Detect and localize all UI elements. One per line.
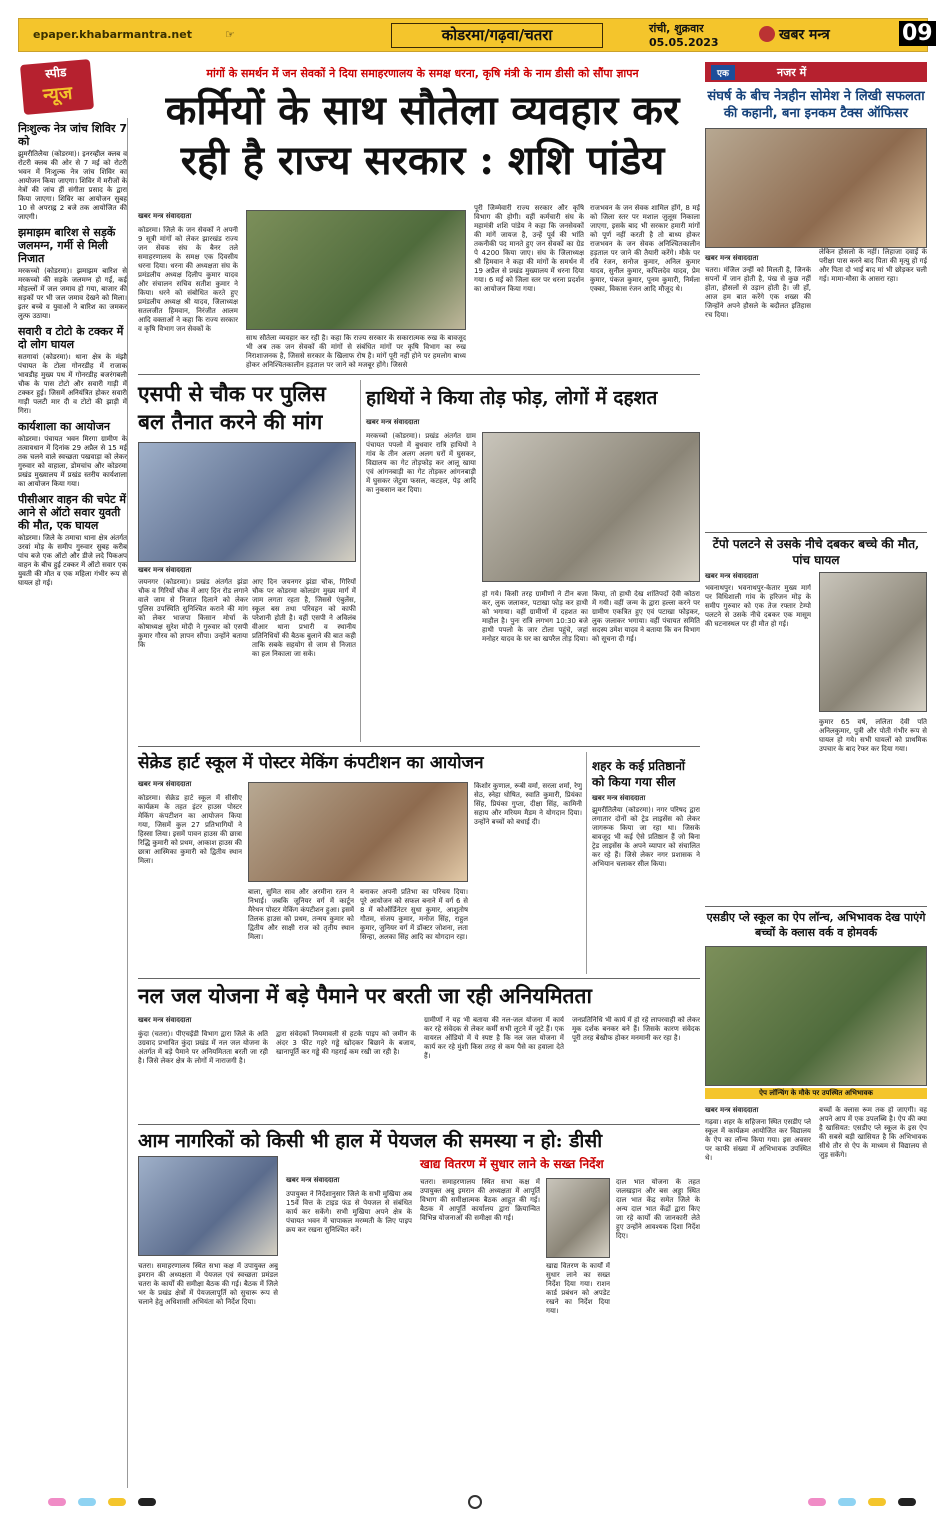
tempo-body-col1: भवनाथपुर। भवनाथपुर-केतार मुख्य मार्ग पर विधिशाली गांव के हरिजन मोड़ के समीप गुरुवार को एक तेज रफ्तार टेम्पो पलटने से उसके नीचे दबकर एक मासूम की घटनास्थल पर ही मौत हो गई। [705,584,811,628]
dharna-photo [246,210,466,330]
app-launch-byline: खबर मन्त्र संवाददाता [705,1106,759,1114]
water-headline: नल जल योजना में बड़े पैमाने पर बरती जा रही अनियमितता [138,983,592,1008]
sp-byline: खबर मन्त्र संवाददाता [138,566,192,574]
elephant-body-col3: किया, तो हाथी देख शांतिपदों देवी कोठरा में गयी। वहीं जन्म के द्वारा हल्ला करने पर ग्रामीण एकत्रित हुए एवं पटाखा फोड़कर, लुक जलाकर भगाया। वहीं पंचायत समिति सदस्य उमेश यादव ने बताया कि वन विभाग को सूचना दी गई। [592,590,700,643]
divider [586,752,587,974]
water-body-col2: द्वारा संवेदकों नियमावली से हटके पाइप को जमीन के अंदर 3 फीट गहरे गड्ढे खोदकर बिछाने के बजाय, खानापूर्ति कर गड्ढे की गहराई कम रखी जा रही है। [276,1030,416,1056]
seal-body: झुमरीतिलैया (कोडरमा)। नगर परिषद द्वारा लगातार दोनों को ट्रेड लाइसेंस को लेकर जागरूक किया जा रहा था। जिसके बावजूद भी कई ऐसे प्रतिष्ठान हैं जो बिना ट्रेड लाइसेंस के अपने व्यापार को संचालित कर रहे हैं। जिसे लेकर नगर प्रशासक ने अभियान चलाकर सील किया। [592,806,700,868]
brief-headline: पीसीआर वाहन की चपेट में आने से ऑटो सवार युवती की मौत, एक घायल [18,493,127,532]
water-byline: खबर मन्त्र संवाददाता [138,1016,192,1024]
dc-headline: आम नागरिकों को किसी भी हाल में पेयजल की समस्या न हो: डीसी [138,1130,603,1152]
tempo-byline: खबर मन्त्र संवाददाता [705,572,759,580]
divider [705,906,927,907]
dc-subhead: खाद्य वितरण में सुधार लाने के सख्त निर्देश [420,1157,604,1171]
registration-dot [838,1498,856,1506]
app-launch-caption: ऐप लॉन्चिंग के मौके पर उपस्थित अभिभावक [705,1088,927,1099]
poster-body-col2: बाला, सुमित साव और अरमीना रतन ने निभाई। जबकि जूनियर वर्ग में कार्टून मैरेथन पोस्टर मेकिंग कंपटीशन हुआ। इसमें तिलक हाउस को प्रथम, तन्मय कुमार को द्वितीय और साक्षी राज को तृतीय स्थान मिला। [248,888,354,941]
sp-body-col2: आए दिन जयनगर झंडा चौक, गिरियों चौक पर कोडरमा कोलडंग मुख्य मार्ग में जाम लगता रहता है, जिससे एंबुलेंस, स्कूल बस तथा परिवहन को काफी परेशानी होती है। वहीं एसपी ने अविलंब वीआर थाना प्रभारी व स्थानीय प्रतिनिधियों की बैठक बुलाने की बात कही ताकि सबके सहयोग से जाम से निजात का हल निकाला जा सके। [252,578,356,658]
ek-text: नजर में [777,66,807,79]
dc-byline: खबर मन्त्र संवाददाता [286,1176,340,1184]
elephant-byline: खबर मन्त्र संवाददाता [366,418,420,426]
seal-byline: खबर मन्त्र संवाददाता [592,794,646,802]
registration-dot [898,1498,916,1506]
poster-body-col1: कोडरमा। सेक्रेड हार्ट स्कूल में सीसीए कार्यक्रम के तहत इंटर हाउस पोस्टर मेकिंग कंपटीशन का आयोजन किया गया, जिसमें कुल 27 प्रतिभागियों ने हिस्सा लिया। इसमें पावन हाउस की छात्रा रिद्धि कुमारी को प्रथम, आकाश हाउस की छात्रा आस्मिका कुमारी को द्वितीय स्थान मिला। [138,794,242,865]
lead-byline: खबर मन्त्र संवाददाता [138,212,192,220]
dc-body-col3: चतरा। समाहरणालय स्थित सभा कक्ष में उपायुक्त अबु इमरान की अध्यक्षता में आपूर्ति विभाग की समीक्षात्मक बैठक आहूत की गई। बैठक में आपूर्ति कार्यालय द्वारा क्रियान्वित विभिन्न योजनाओं की समीक्षा की गई। [420,1178,540,1222]
ek-badge: एक [711,65,735,80]
divider [705,532,927,533]
brand-logo-icon [759,26,775,42]
brief-body: कोडरमा। जिले के तमाचा थाना क्षेत्र अंतर्गत उरवां मोड़ के समीप गुरुवार सुबह करीब पांच बजे एक ऑटो और डीजे लदे पिकअप वाहन के बीच हुई टक्कर में ऑटो सवार एक युवती की मौत व एक महिला गंभीर रूप से घायल हो गई। [18,534,127,587]
dc-body-col1: चतरा। समाहरणालय स्थित सभा कक्ष में उपायुक्त अबु इमरान की अध्यक्षता में पेयजल एवं स्वच्छता प्रमंडल चतरा के कार्यों की समीक्षा बैठक की गई। बैठक में जिले भर के प्रखंड क्षेत्रों में पेयजलापूर्ति को सुचारू रूप से चलाने हेतु अधिशासी अभियंता को निर्देश दिया। [138,1262,278,1306]
registration-dot [808,1498,826,1506]
divider [138,978,700,979]
speed-news-line1: स्पीड [44,65,67,81]
seal-headline: शहर के कई प्रतिष्ठानों को किया गया सील [592,759,686,789]
divider [138,374,700,375]
app-launch-body-col2: बच्चों के क्लास रूम तक हो जाएगी। वह अपने आप में एक उपलब्धि है। ऐप की क्या है खासियत: एसडीए प्ले स्कूल के इस ऐप की सबसे बड़ी खासियत है कि अभिभावक सीधे तौर से ऐप के माध्यम से विद्यालय से जुड़ सकेंगे। [819,1106,927,1159]
elephant-damage-photo [482,432,700,582]
lead-headline: कर्मियों के साथ सौतेला व्यवहार कर रही है राज्य सरकार : शशि पांडेय [165,87,680,184]
somesh-body-col2: लेकिन हौसलो के नहीं। लिहाजा दवाईं के परीक्षा पास करने बाद पिता की मृत्यु हो गई और पिता दो भाई बाद मां भी छोड़कर चली गई। मामा-मौसा के आसरा रहा। [819,248,927,283]
dc-body-col5: दाल भात योजना के तहत जलखड़ान और बस अड्डा स्थित दाल भात केंद्र समेत जिले के अन्य दाल भात केंद्रों द्वारा किए जा रहे कार्यों की जानकारी लेते हुए उन्होंने आवश्यक दिशा निर्देश दिए। [616,1178,700,1240]
elephant-headline: हाथियों ने किया तोड़ फोड़, लोगों में दहशत [366,387,658,409]
section-title: कोडरमा/गढ़वा/चतरा [391,23,603,48]
registration-dot [48,1498,66,1506]
brief-headline: कार्यशाला का आयोजन [18,420,111,433]
registration-dot [138,1498,156,1506]
water-body-col3: ग्रामीणों ने यह भी बताया की नल-जल योजना में कार्य कर रहे संवेदक से लेकर कर्मी सभी लूटने में जुटे हैं। एक वायरल ऑडियो में ये स्पष्ट है कि नल जल योजना में कार्य कर रहे मुंशी किस तरह से कम पैसे का हवाला देते हैं। [424,1016,564,1060]
somesh-body-col1: चतरा। मंजिल उन्हीं को मिलती है, जिनके सपनों में जान होती है, पंख से कुछ नहीं होता, हौसलों से उड़ान होती है। जी हाँ, आज हम बात करेंगे एक शख्स की जिन्होंने अपने हौसले के बदौलत इतिहास रच दिया। [705,266,811,319]
page-number: 09 [899,21,936,46]
sp-headline: एसपी से चौक पर पुलिस बल तैनात करने की मांग [138,381,326,434]
poster-students-photo [248,782,468,882]
poster-byline: खबर मन्त्र संवाददाता [138,780,192,788]
lead-body-col2: साथ सौतेला व्यवहार कर रही है। कहा कि राज्य सरकार के सकारात्मक रुख के बावजूद भी अब तक जन सेवकों की मांगों से संबंधित मांगों पर कृषि विभाग का रुख निराशाजनक है, जिससे सरकार के खिलाफ रोष है। मांगें पूरी नहीं होने पर हमलोग बाध्य होकर अनिश्चितकालीन हड़ताल पर जाने को मजबूर होंगे। जिससे [246,334,466,369]
brief-headline: सवारी व टोटो के टक्कर में दो लोग घायल [18,325,124,351]
poster-headline: सेक्रेड हार्ट स्कूल में पोस्टर मेकिंग कंपटीशन का आयोजन [138,753,484,773]
cursor-icon: ☞ [225,28,235,41]
edition-city-day: रांची, शुक्रवार [649,22,704,35]
somesh-photo [705,128,927,248]
tempo-headline: टेंपो पलटने से उसके नीचे दबकर बच्चे की मौत, पांच घायल [712,537,920,567]
app-launch-body-col1: गढ़वा। शहर के सहिजना स्थित एसडीए प्ले स्कूल में कार्यक्रम आयोजित कर विद्यालय के ऐप का लॉन्च किया गया। इस अवसर पर काफी संख्या में अभिभावक उपस्थित थे। [705,1118,811,1162]
ek-nazar-bar [705,62,927,82]
elephant-body-col2: हो गये। किसी तरह ग्रामीणों ने टीन बजा कर, लुक जलाकर, पटाखा फोड़ कर हाथी को भगाया। वहीं ग्रामीणों में दहशत का माहौल है। पुनः रात्रि लगभग 10:30 बजे हाथी पपलो के जार टोला पहुंचे, जहां मनोहर यादव के घर का खपरैल तोड़ दिया। [482,590,588,643]
elephant-body-col1: मरकच्चो (कोडरमा)। प्रखंड अंतर्गत ग्राम पंचायत पपलो में बुधवार रात्रि हाथियों ने गांव के तीन अलग अलग घरों में घुसकर, विद्यालय का गेट तोड़फोड़ कर आलू खाया एवं आंगनबाड़ी का गेट तोड़कर आंगनबाड़ी में घुसकर जेटुवा फसल, कटहल, पेड़ आदि का नुकसान कर दिया। [366,432,476,494]
brand-name: खबर मन्त्र [779,27,830,43]
speed-news-column [18,118,128,1488]
brief-body: कोडरमा। पंचायत भवन मिरगा ग्रामीण के तत्वावधान में दिनांक 29 अप्रैल से 15 मई तक चलने वाले स्वच्छता पखवाड़ा को लेकर गुरुवार को वाहाला, डोमचांच और कोडरमा प्रखंड मुख्यालय में प्रखंड स्तरीय कार्यशाला का आयोजन किया गया। [18,435,127,488]
brief-headline: झमाझम बारिश से सड़कें जलमग्न, गर्मी से मिली निजात [18,226,116,265]
water-body-col1: कुंदा (चतरा)। पीएचईडी विभाग द्वारा जिले के अति उग्रवाद प्रभावित कुंदा प्रखंड में नल जल योजना के अंतर्गत में बड़े पैमाने पर अनियमितता बरती जा रही है। जिसे लेकर क्षेत्र के लोगों में नाराजगी है। [138,1030,268,1065]
brief-body: सतगावां (कोडरमा)। थाना क्षेत्र के मंझौ पंचायत के टोला गोनरडीह में राजाक भावडीह मुख्य पथ में गोनरडीह बजरंगबली चौक के पास टोटो और सवारी गाड़ी में टक्कर हुई। जिसमें अनियंत्रित होकर सवारी गाड़ी पलटी मार दी व टोटो की झाड़ी में गिरा। [18,353,127,415]
water-body-col4: जनप्रतिनिधि भी कार्य में हो रहे लापरवाही को लेकर मूक दर्शक बनकर बने हैं। जिसके कारण संवेदक पूरी तरह बेखौफ होकर मनमानी कर रहा है। [572,1016,700,1042]
lead-body-col1: कोडरमा। जिले के जन सेवकों ने अपनी 9 सूत्री मांगों को लेकर झारखंड राज्य जन सेवक संघ के बैनर तले समाहरणालय के समक्ष एक दिवसीय धरना दिया। धरना की अध्यक्षता संघ के प्रमंडलीय अध्यक्ष दिलीप कुमार यादव और संचालन सचिव सतीश कुमार ने किया। धरने को संबोधित करते हुए प्रमंडलीय अध्यक्ष श्री यादव, जिलाध्यक्ष सतलजीत हिमवान, निरंजीत आलम आदि वक्ताओं ने कहा कि राज्य सरकार व कृषि विभाग जन सेवकों के [138,226,238,333]
speed-news-logo [20,59,94,115]
masthead-bar [18,18,933,52]
sp-body-col1: जयनगर (कोडरमा)। प्रखंड अंतर्गत झंडा चौक व गिरियों चौक में आए दिन रोड लगाने वाले जाम से निजात दिलाने को लेकर पुलिस उपस्थिति सुनिश्चित कराने की मांग को लेकर भाजपा किसान मोर्चा के कोषाध्यक्ष सुरेश मोदी ने गुरुवार को एसपी कुमार गौरव को ज्ञापन सौंपा। उन्होंने बताया कि [138,578,248,649]
brief-body: झुमरीतिलैया (कोडरमा)। इनरव्हील क्लब व रोटरी क्लब की ओर से 7 मई को रोटरी भवन में निःशुल्क नेत्र जांच शिविर का आयोजन किया जाएगा। शिविर में मरीजों के नेत्रों की जांच हीं संगीता प्रसाद के द्वारा किया जाएगा। शिविर का आयोजन सुबह 10 से अपराह्न 2 बजे तक आयोजित की जाएगी। [18,150,127,221]
tempo-body-col2: कुमार 65 वर्ष, ललिता देवी पति अनिलकुमार, पुत्री और पोती गंभीर रूप से घायल हो गये। सभी घायलों को प्राथमिक उपचार के बाद रेफर कर दिया गया। [819,718,927,753]
poster-body-col4: किशोर कुणाल, रूबी वर्मा, सरला शर्मा, रेणु सेठ, स्नेहा घोषित, स्वाति कुमारी, प्रियंका सिंह, प्रियंका गुप्ता, दीक्षा सिंह, कामिनी सहाय और मरियम मैडम ने योगदान दिया। उन्होंने बच्चों को बधाई दी। [474,782,582,826]
dc-meeting-photo [138,1156,278,1256]
speed-news-line2: न्यूज [42,82,74,107]
registration-dot [78,1498,96,1506]
print-registration-strip [18,1495,928,1509]
app-launch-headline: एसडीए प्ले स्कूल का ऐप लॉन्च, अभिभावक देख पाएंगे बच्चों के क्लास वर्क व होमवर्क [706,911,926,939]
registration-mark-icon [468,1495,482,1509]
divider [138,1124,700,1125]
lead-body-col3: पूरी जिम्मेवारी राज्य सरकार और कृषि विभाग की होगी। वहीं कर्मचारी संघ के महामंत्री शशि पांडेय ने कहा कि जनसेवकों की मांगें जायज है, उन्हें पूर्व की भांति तकनीकी पद मानते हुए जन सेवकों का ग्रेड पे 4200 किया जाए। संघ के जिलाध्यक्ष श्री हिमवान ने कहा की मांगों के समर्थन में 19 अप्रैल से प्रखंड मुख्यालय में धरना दिया गया। 6 मई को जिला स्तर पर धरना प्रदर्शन का आयोजन किया गया। [474,204,584,293]
brief-body: मरकच्चो (कोडरमा)। झमाझम बारिश से मरकच्चो की सड़के जलमग्न हो गईं, कई मोहल्लों में जल जमाव हो गया, बाजार की सड़कों पर भी जल जमाव देखने को मिला। इतर बच्चे व युवाओं ने बारिश का जमकर लुत्फ उठाया। [18,267,127,320]
lead-body-col4: राजभवन के जन सेवक शामिल होंगे, 8 मई को जिला स्तर पर मशाल जुलूस निकाला जाएगा, इसके बाद भी सरकार हमारी मांगों को पूर्ण नहीं करती है तो बाध्य होकर राजभवन के जन सेवक अनिश्चितकालीन हड़ताल पर जाने की तैयारी करेंगे। मौके पर रवि रंजन, सनोज कुमार, अनिल कुमार यादव, सुनील कुमार, कपिलदेव यादव, प्रेम कुमार, पंकज कुमार, पूनम कुमारी, निर्मला एक्का, विकास रंजन आदि मौजूद थे। [590,204,700,293]
official-portrait-photo [546,1178,610,1258]
dc-body-col2: उपायुक्त ने निर्देशानुसार जिले के सभी मुखिया अब 15वें वित्त के टाइड फंड से पेयजल से संबंधित कार्य कर सकेंगे। सभी मुखिया अपने क्षेत्र के पंचायत भवन में चापाकल मरम्मती के लिए पाइप क्रय कर रखना सुनिश्चित करें। [286,1190,412,1234]
right-column [705,62,927,1492]
injured-child-photo [819,572,927,712]
brief-headline: निःशुल्क नेत्र जांच शिविर 7 को [18,122,128,148]
dc-body-col4: खाद्य वितरण के कार्यों में सुधार लाने का सख्त निर्देश दिया गया। राशन कार्ड प्रबंधन को अपडेट रखने का निर्देश दिया गया। [546,1262,610,1315]
somesh-byline: खबर मन्त्र संवाददाता [705,254,759,262]
somesh-headline: संघर्ष के बीच नेत्रहीन सोमेश ने लिखी सफलता की कहानी, बना इनकम टैक्स ऑफिसर [707,89,925,121]
divider [360,380,361,742]
sp-memo-photo [138,442,356,562]
edition-date: 05.05.2023 [649,36,719,49]
registration-dot [868,1498,886,1506]
app-launch-photo [705,946,927,1086]
divider [138,746,700,747]
site-url[interactable]: epaper.khabarmantra.net [33,28,192,41]
registration-dot [108,1498,126,1506]
lead-strap: मांगों के समर्थन में जन सेवकों ने दिया समाहरणालय के समक्ष धरना, कृषि मंत्री के नाम डीसी को सौंपा ज्ञापन [206,67,639,80]
poster-body-col3: बनाकर अपनी प्रतिभा का परिचय दिया। पूरे आयोजन को सफल बनाने में वर्ग 6 से 8 में कोऑर्डिनेटर सुधा कुमार, आशुतोष गौतम, संजय कुमार, मनोज सिंह, राहुल कुमार, जुनियर वर्ग में डॉक्टर जोशना, लता सिन्हा, अलका सिंह आदि का योगदान रहा। [360,888,468,941]
